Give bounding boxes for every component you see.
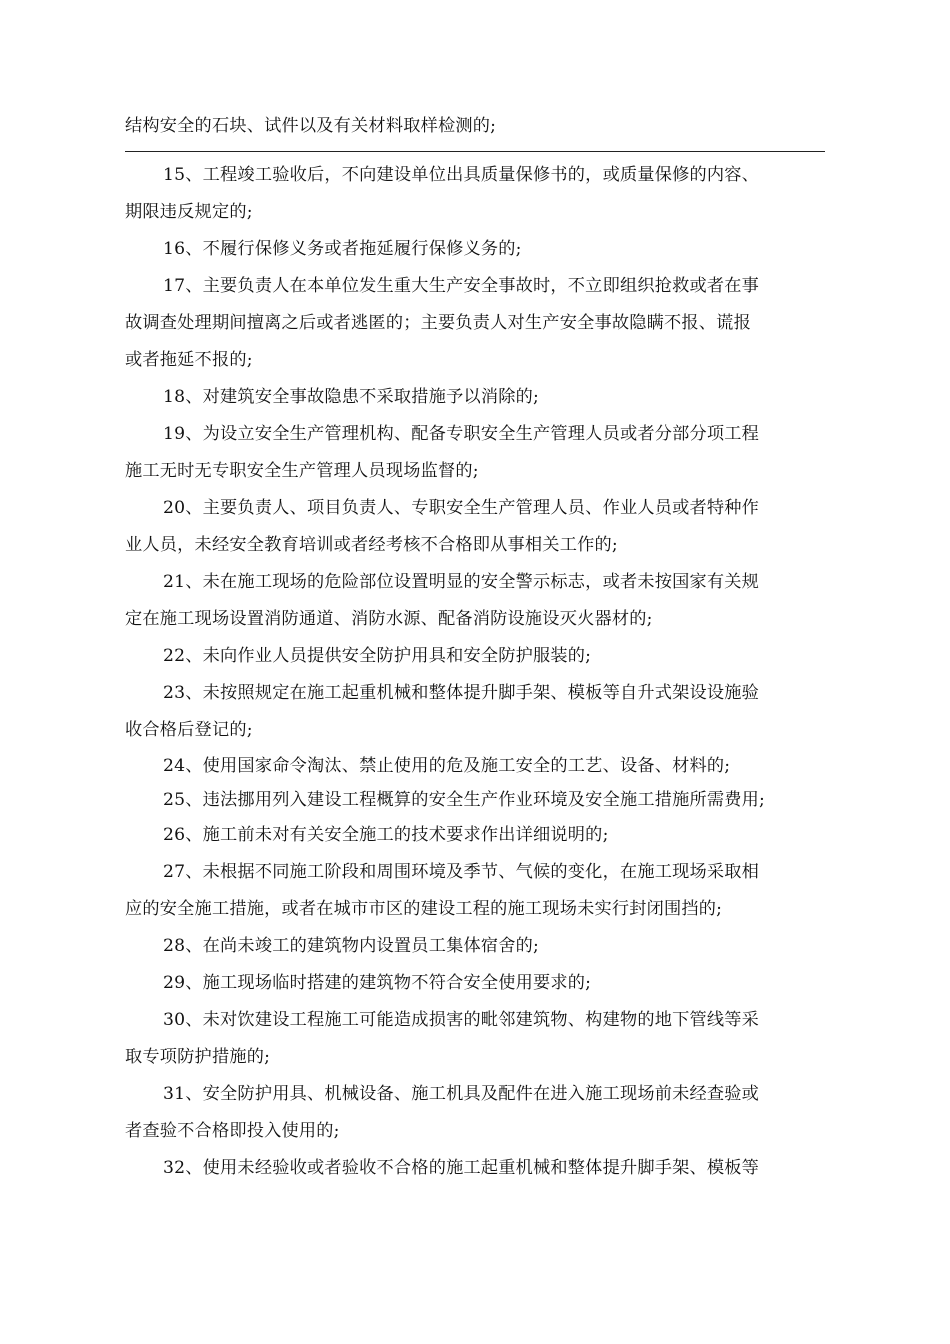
list-item-line: 32、使用未经验收或者验收不合格的施工起重机械和整体提升脚手架、模板等	[163, 1158, 760, 1178]
list-item-line: 25、违法挪用列入建设工程概算的安全生产作业环境及安全施工措施所需费用;	[163, 790, 766, 810]
list-item-22	[125, 638, 825, 675]
carryover-line: 结构安全的石块、试件以及有关材料取样检测的;	[125, 116, 497, 136]
list-item-line: 15、工程竣工验收后，不向建设单位出具质量保修书的，或质量保修的内容、	[163, 165, 760, 185]
list-item-17	[125, 268, 825, 379]
list-item-line: 31、安全防护用具、机械设备、施工机具及配件在进入施工现场前未经查验或	[163, 1084, 760, 1104]
list-item-line: 19、为设立安全生产管理机构、配备专职安全生产管理人员或者分部分项工程	[163, 424, 760, 444]
list-item-line: 21、未在施工现场的危险部位设置明显的安全警示标志，或者未按国家有关规	[163, 572, 760, 592]
list-item-line: 28、在尚未竣工的建筑物内设置员工集体宿舍的;	[163, 936, 540, 956]
list-item-line: 期限违反规定的;	[125, 202, 253, 222]
list-item-28	[125, 928, 825, 965]
list-item-25	[125, 783, 825, 817]
list-item-26	[125, 817, 825, 854]
list-item-line: 29、施工现场临时搭建的建筑物不符合安全使用要求的;	[163, 973, 592, 993]
list-item-32	[125, 1150, 825, 1187]
list-item-30	[125, 1002, 825, 1076]
list-item-line: 30、未对饮建设工程施工可能造成损害的毗邻建筑物、构建物的地下管线等采	[163, 1010, 760, 1030]
list-item-line: 故调查处理期间擅离之后或者逃匿的；主要负责人对生产安全事故隐瞒不报、谎报	[125, 313, 751, 333]
document-body	[125, 108, 825, 1187]
list-item-line: 26、施工前未对有关安全施工的技术要求作出详细说明的;	[163, 825, 609, 845]
list-item-31	[125, 1076, 825, 1150]
list-item-line: 收合格后登记的;	[125, 720, 253, 740]
list-item-line: 27、未根据不同施工阶段和周围环境及季节、气候的变化，在施工现场采取相	[163, 862, 760, 882]
list-item-23	[125, 675, 825, 749]
list-item-29	[125, 965, 825, 1002]
list-item-line: 定在施工现场设置消防通道、消防水源、配备消防设施设灭火器材的;	[125, 609, 653, 629]
list-item-line: 22、未向作业人员提供安全防护用具和安全防护服装的;	[163, 646, 592, 666]
list-item-20	[125, 490, 825, 564]
list-item-21	[125, 564, 825, 638]
list-item-line: 20、主要负责人、项目负责人、专职安全生产管理人员、作业人员或者特种作	[163, 498, 760, 518]
list-item-16	[125, 231, 825, 268]
list-item-27	[125, 854, 825, 928]
horizontal-rule	[125, 151, 825, 152]
list-item-15	[125, 157, 825, 231]
list-item-line: 17、主要负责人在本单位发生重大生产安全事故时，不立即组织抢救或者在事	[163, 276, 760, 296]
list-item-line: 取专项防护措施的;	[125, 1047, 271, 1067]
list-item-24	[125, 749, 825, 783]
list-item-18	[125, 379, 825, 416]
list-item-line: 应的安全施工措施，或者在城市市区的建设工程的施工现场未实行封闭围挡的;	[125, 899, 723, 919]
list-item-line: 24、使用国家命令淘汰、禁止使用的危及施工安全的工艺、设备、材料的;	[163, 756, 731, 776]
list-item-line: 16、不履行保修义务或者拖延履行保修义务的;	[163, 239, 522, 259]
list-item-line: 业人员，未经安全教育培训或者经考核不合格即从事相关工作的;	[125, 535, 618, 555]
list-item-line: 23、未按照规定在施工起重机械和整体提升脚手架、模板等自升式架设设施验	[163, 683, 760, 703]
list-item-line: 者查验不合格即投入使用的;	[125, 1121, 340, 1141]
list-item-19	[125, 416, 825, 490]
list-item-line: 或者拖延不报的;	[125, 350, 253, 370]
list-item-line: 施工无时无专职安全生产管理人员现场监督的;	[125, 461, 479, 481]
list-item-line: 18、对建筑安全事故隐患不采取措施予以消除的;	[163, 387, 540, 407]
